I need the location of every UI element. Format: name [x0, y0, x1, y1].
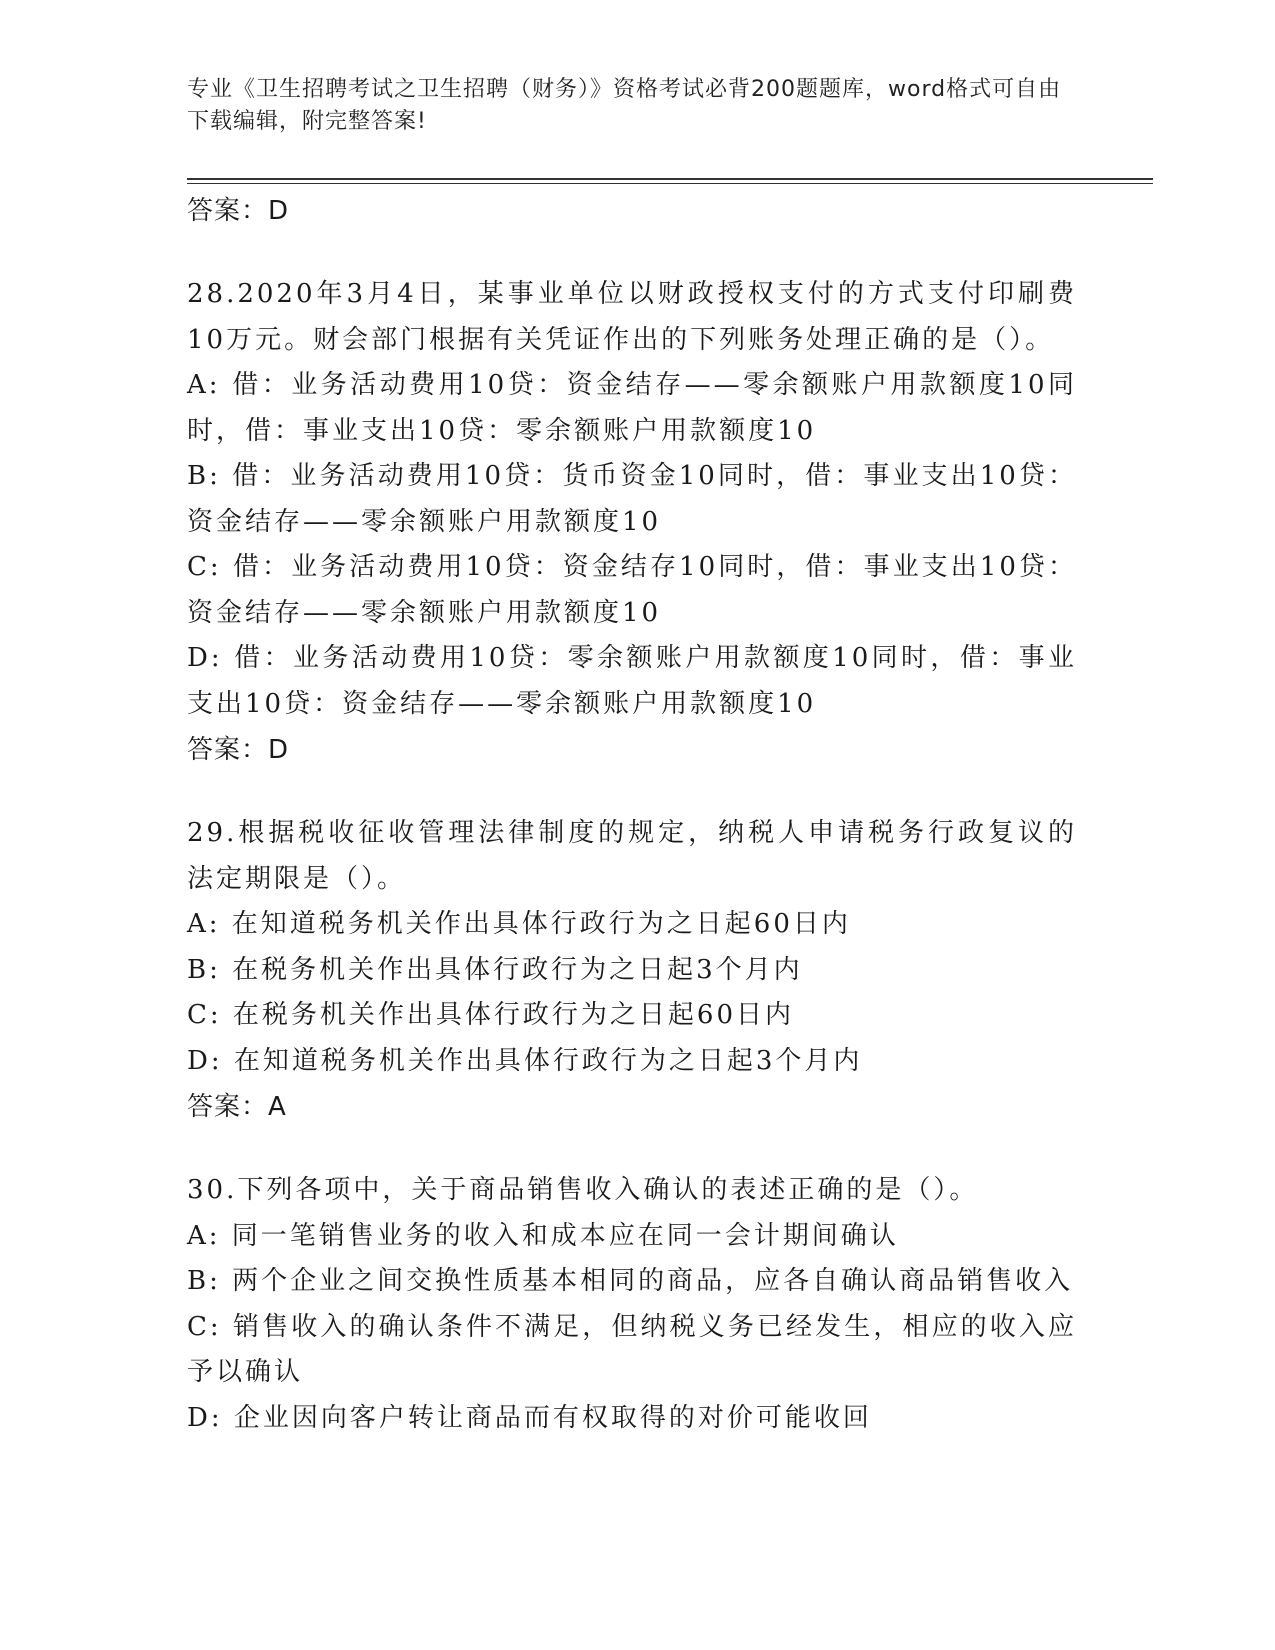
question-30	[187, 1168, 1077, 1441]
option-d: D: 在知道税务机关作出具体行政行为之日起3个月内	[187, 1045, 863, 1076]
question-text: 30.下列各项中，关于商品销售收入确认的表述正确的是（）。	[187, 1175, 979, 1205]
option-a: A: 同一笔销售业务的收入和成本应在同一会计期间确认	[187, 1220, 899, 1251]
document-body	[187, 188, 1077, 1441]
option-a: A: 借：业务活动费用10贷：资金结存——零余额账户用款额度10同时，借：事业支出10贷：零余额账户用款额度10	[187, 370, 1077, 446]
header-divider-thick	[187, 178, 1153, 180]
option-c: C: 借：业务活动费用10贷：资金结存10同时，借：事业支出10贷：资金结存——零余额账户用款额度10	[187, 552, 1077, 628]
option-d: D: 借：业务活动费用10贷：零余额账户用款额度10同时，借：事业支出10贷：资金结存——零余额账户用款额度10	[187, 643, 1077, 719]
option-a: A: 在知道税务机关作出具体行政行为之日起60日内	[187, 909, 851, 939]
header-divider-thin	[187, 183, 1153, 184]
answer-label: 答案：D	[187, 196, 290, 226]
option-b: B: 两个企业之间交换性质基本相同的商品，应各自确认商品销售收入	[187, 1266, 1074, 1296]
option-c: C: 销售收入的确认条件不满足，但纳税义务已经发生，相应的收入应予以确认	[187, 1311, 1077, 1387]
answer-label: 答案：D	[187, 735, 290, 765]
question-28	[187, 272, 1077, 773]
option-c: C: 在税务机关作出具体行政行为之日起60日内	[187, 1000, 795, 1030]
option-b: B: 在税务机关作出具体行政行为之日起3个月内	[187, 954, 803, 985]
answer-label: 答案：A	[187, 1092, 287, 1122]
page-header: 专业《卫生招聘考试之卫生招聘（财务）》资格考试必背200题题库，word格式可自由下载编辑，附完整答案!	[187, 77, 1062, 134]
option-d: D: 企业因向客户转让商品而有权取得的对价可能收回	[187, 1402, 872, 1433]
option-b: B: 借：业务活动费用10贷：货币资金10同时，借：事业支出10贷：资金结存——零余额账户用款额度10	[187, 461, 1077, 537]
question-text: 28.2020年3月4日，某事业单位以财政授权支付的方式支付印刷费10万元。财会部门根据有关凭证作出的下列账务处理正确的是（）。	[187, 279, 1077, 355]
question-text: 29.根据税收征收管理法律制度的规定，纳税人申请税务行政复议的法定期限是（）。	[187, 818, 1077, 894]
question-29	[187, 811, 1077, 1130]
